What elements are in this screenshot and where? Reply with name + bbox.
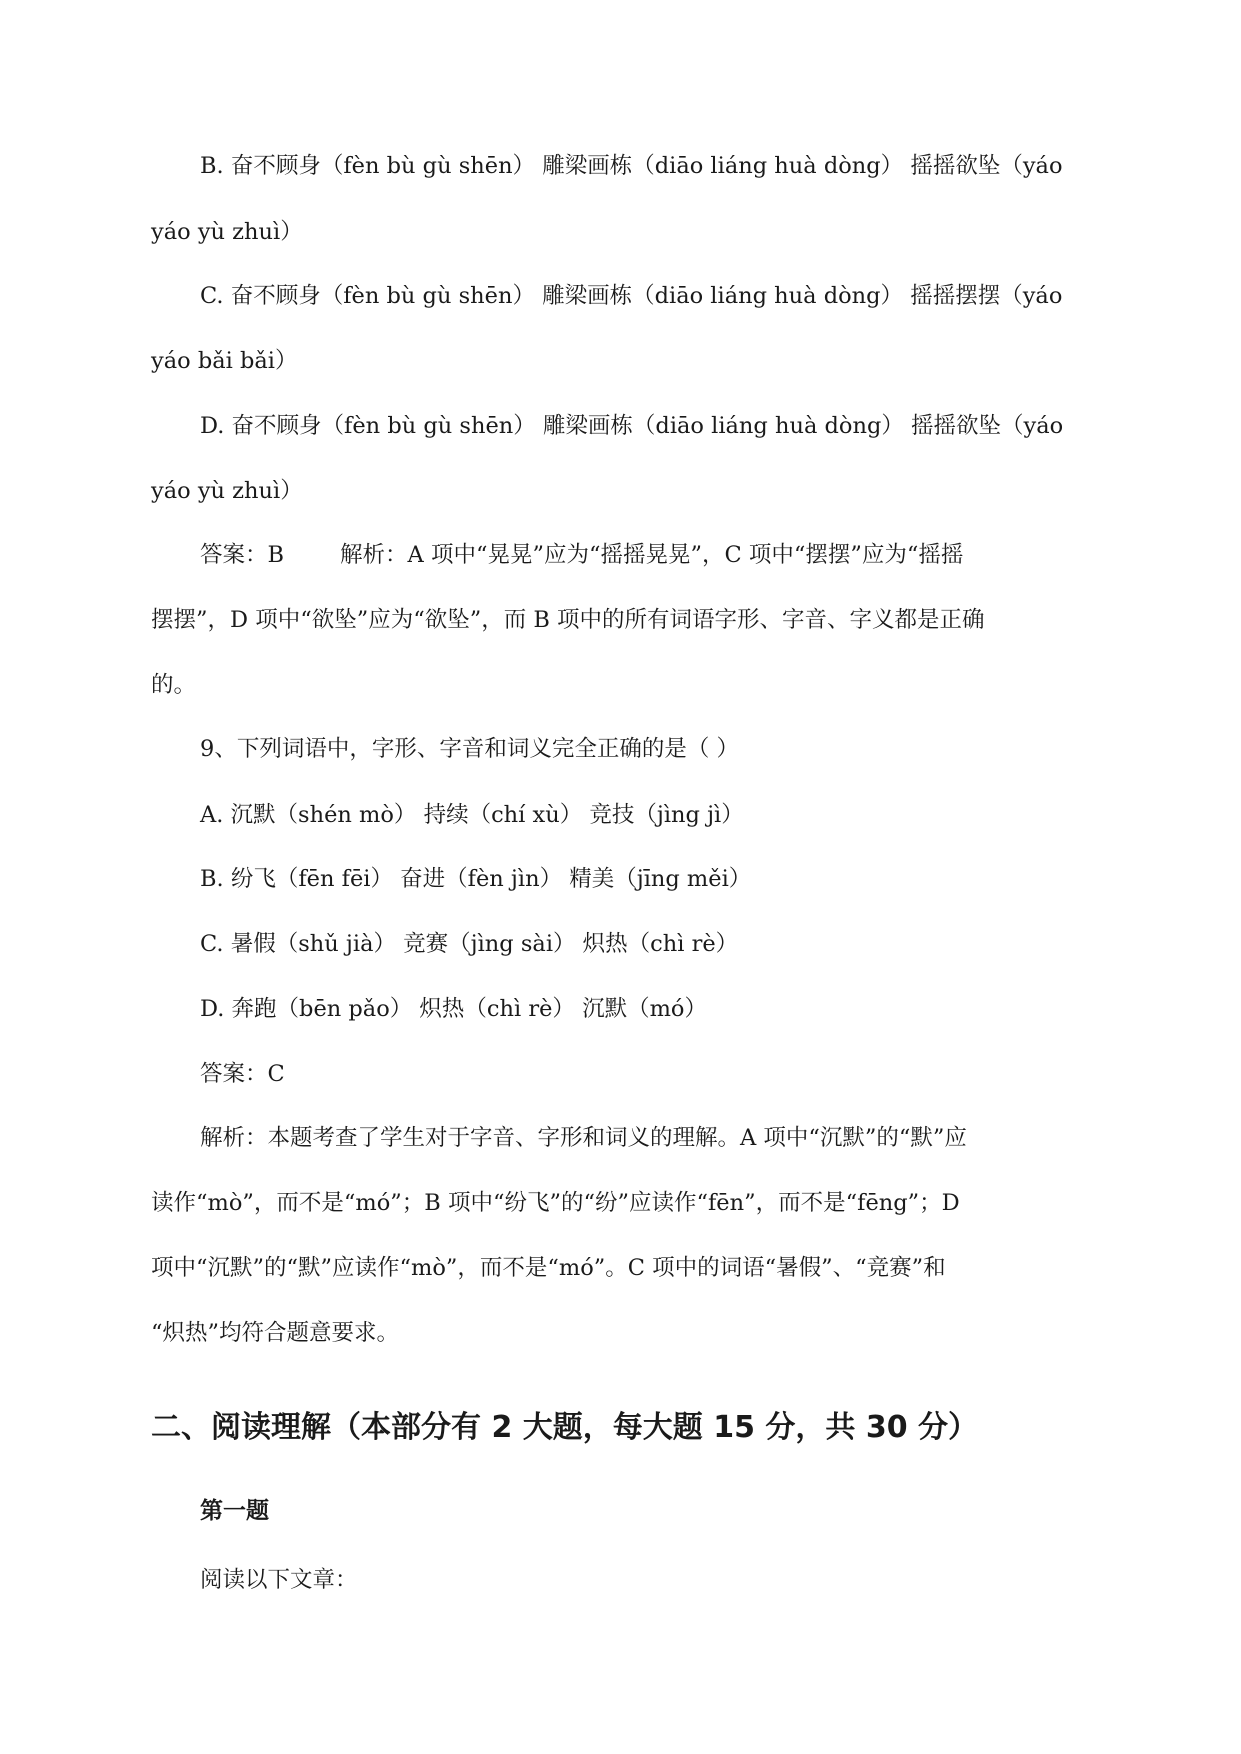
- q8-option-c-line1: C. 奋不顾身（fèn bù gù shēn） 雕梁画栋（diāo liáng huà dòng） 摇摇摆摆（yáo: [200, 283, 1063, 309]
- q8-option-b-text: B. 奋不顾身（fèn bù gù shēn） 雕梁画栋（diāo liáng huà dòng） 摇摇欲坠（yáo: [200, 153, 1063, 179]
- section-heading: 二、阅读理解（本部分有 2 大题，每大题 15 分，共 30 分）: [151, 1410, 979, 1445]
- q9-option-b: B. 纷飞（fēn fēi） 奋进（fèn jìn） 精美（jīng měi）: [200, 866, 752, 892]
- q9-question: 9、下列词语中，字形、字音和词义完全正确的是（ ）: [200, 736, 739, 762]
- q8-option-d-line1: D. 奋不顾身（fèn bù gù shēn） 雕梁画栋（diāo liáng huà dòng） 摇摇欲坠（yáo: [200, 413, 1064, 439]
- q9-option-a: A. 沉默（shén mò） 持续（chí xù） 竞技（jìng jì）: [200, 802, 744, 828]
- q9-answer: 答案：C: [200, 1061, 285, 1087]
- q9-explanation-line2: 读作“mò”，而不是“mó”；B 项中“纷飞”的“纷”应读作“fēn”，而不是“fēng”；D: [151, 1190, 960, 1216]
- q8-explanation-start: 解析：A 项中“晃晃”应为“摇摇晃晃”，C 项中“摆摆”应为“摇摇: [340, 542, 964, 568]
- q8-explanation-line3: 的。: [151, 672, 197, 698]
- q9-explanation-line3: 项中“沉默”的“默”应读作“mò”，而不是“mó”。C 项中的词语“暑假”、“竞赛”和: [151, 1255, 946, 1281]
- q8-option-b-line1: [200, 151, 1088, 181]
- q8-option-d-line2: yáo yù zhuì）: [151, 478, 303, 504]
- q9-option-c: C. 暑假（shǔ jià） 竞赛（jìng sài） 炽热（chì rè）: [200, 931, 739, 957]
- q8-option-b-line2: yáo yù zhuì）: [151, 219, 303, 245]
- q8-explanation-line2: 摆摆”，D 项中“欲坠”应为“欲坠”，而 B 项中的所有词语字形、字音、字义都是正确: [151, 607, 985, 633]
- q9-explanation-line4: “炽热”均符合题意要求。: [151, 1320, 400, 1346]
- q8-option-c-line2: yáo bǎi bǎi）: [151, 348, 298, 374]
- q9-explanation-line1: 解析：本题考查了学生对于字音、字形和词义的理解。A 项中“沉默”的“默”应: [200, 1125, 967, 1151]
- q8-answer: 答案：B: [200, 542, 285, 568]
- section-sub-heading: 第一题: [200, 1498, 269, 1524]
- reading-intro: 阅读以下文章：: [200, 1567, 358, 1593]
- q8-answer-line1: [200, 540, 963, 570]
- q9-option-d: D. 奔跑（bēn pǎo） 炽热（chì rè） 沉默（mó）: [200, 996, 707, 1022]
